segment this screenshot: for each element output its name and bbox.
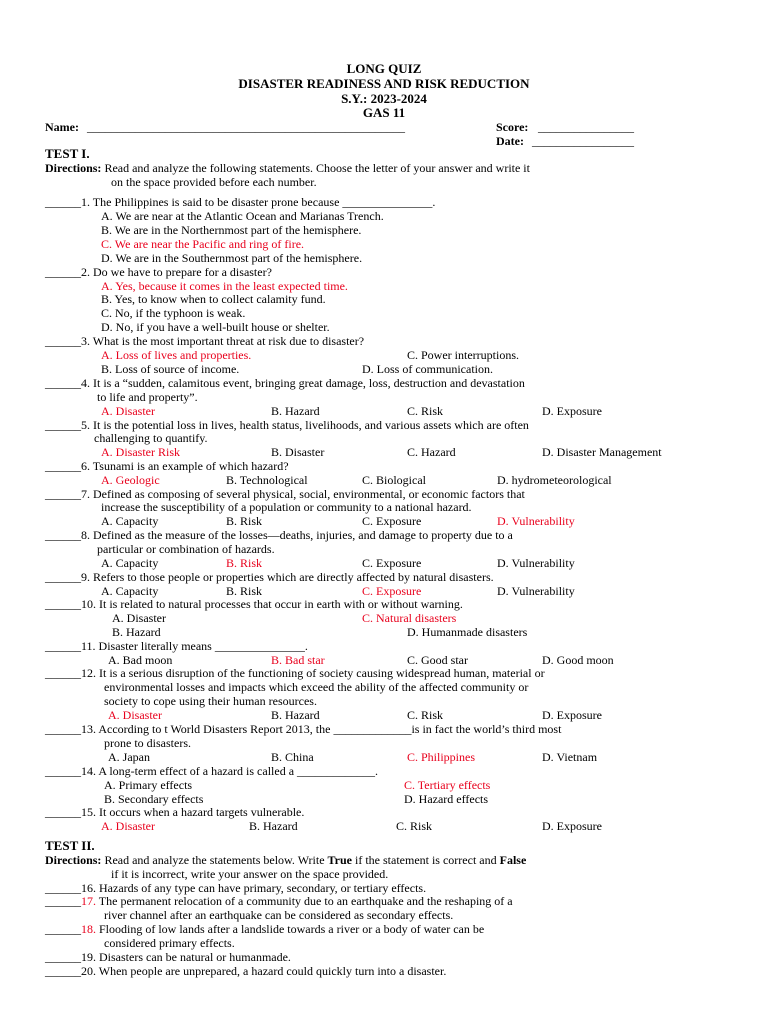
choice-3c: C. Power interruptions. xyxy=(407,348,519,362)
choice-6b: B. Technological xyxy=(226,473,308,487)
choice-7c: C. Exposure xyxy=(362,514,422,528)
choice-11a: A. Bad moon xyxy=(108,653,173,667)
statement-18: ______18. Flooding of low lands after a landslide towards a river or a body of water can be xyxy=(45,922,485,936)
choice-13b: B. China xyxy=(271,750,314,764)
choice-3d: D. Loss of communication. xyxy=(362,362,493,376)
choice-8a: A. Capacity xyxy=(101,556,159,570)
question-13: ______13. According to t World Disasters Report 2013, the _____________is in fact the world’s third most xyxy=(45,722,562,736)
answer-blank[interactable]: ______ xyxy=(45,764,81,778)
choice-4a-answer: A. Disaster xyxy=(101,404,155,418)
name-field[interactable]: _____________________________________________________ xyxy=(87,120,405,134)
test1-title: TEST I. xyxy=(45,146,90,161)
question-12-cont2: society to cope using their human resources. xyxy=(104,694,317,708)
statement-19: ______19. Disasters can be natural or humanmade. xyxy=(45,950,291,964)
question-10: ______10. It is related to natural processes that occur in earth with or without warning. xyxy=(45,597,463,611)
name-label: Name: xyxy=(45,120,79,134)
test2-directions-cont: if it is incorrect, write your answer on the space provided. xyxy=(111,867,389,881)
choice-13c-answer: C. Philippines xyxy=(407,750,476,764)
question-15: ______15. It occurs when a hazard targets vulnerable. xyxy=(45,805,305,819)
choice-1a: A. We are near at the Atlantic Ocean and Marianas Trench. xyxy=(101,209,384,223)
choice-2c: C. No, if the typhoon is weak. xyxy=(101,306,246,320)
question-4: ______4. It is a “sudden, calamitous event, bringing great damage, loss, destruction and devastation xyxy=(45,376,525,390)
answer-blank[interactable]: ______ xyxy=(45,376,81,390)
school-year: S.Y.: 2023-2024 xyxy=(341,91,427,106)
choice-8d: D. Vulnerability xyxy=(497,556,575,570)
choice-2a-answer: A. Yes, because it comes in the least expected time. xyxy=(101,279,348,293)
test2-title: TEST II. xyxy=(45,838,95,853)
date-field[interactable]: _________________ xyxy=(532,134,634,148)
choice-4d: D. Exposure xyxy=(542,404,602,418)
choice-1b: B. We are in the Northernmost part of the hemisphere. xyxy=(101,223,362,237)
statement-16: ______16. Hazards of any type can have primary, secondary, or tertiary effects. xyxy=(45,881,427,895)
choice-15c: C. Risk xyxy=(396,819,433,833)
choice-9c-answer: C. Exposure xyxy=(362,584,422,598)
quiz-subject: DISASTER READINESS AND RISK REDUCTION xyxy=(238,76,530,91)
choice-4c: C. Risk xyxy=(407,404,444,418)
answer-blank[interactable]: ______ xyxy=(45,418,81,432)
choice-6c: C. Biological xyxy=(362,473,426,487)
choice-14a: A. Primary effects xyxy=(104,778,193,792)
question-7: ______7. Defined as composing of several physical, social, environmental, or economic factors that xyxy=(45,487,525,501)
choice-6d: D. hydrometeorological xyxy=(497,473,612,487)
choice-9b: B. Risk xyxy=(226,584,263,598)
choice-10c-answer: C. Natural disasters xyxy=(362,611,457,625)
question-1: ______1. The Philippines is said to be disaster prone because _______________. xyxy=(45,195,436,209)
question-12: ______12. It is a serious disruption of the functioning of society causing widespread human, material or xyxy=(45,666,545,680)
choice-1d: D. We are in the Southernmost part of the hemisphere. xyxy=(101,251,363,265)
answer-blank[interactable]: ______ xyxy=(45,195,81,209)
statement-17-cont: river channel after an earthquake can be considered as secondary effects. xyxy=(104,908,454,922)
statement-20: ______20. When people are unprepared, a hazard could quickly turn into a disaster. xyxy=(45,964,447,978)
choice-7b: B. Risk xyxy=(226,514,263,528)
choice-14c-answer: C. Tertiary effects xyxy=(404,778,491,792)
answer-blank[interactable]: ______ xyxy=(45,265,81,279)
choice-12b: B. Hazard xyxy=(271,708,320,722)
choice-14d: D. Hazard effects xyxy=(404,792,489,806)
choice-12c: C. Risk xyxy=(407,708,444,722)
question-3: ______3. What is the most important threat at risk due to disaster? xyxy=(45,334,365,348)
choice-5c: C. Hazard xyxy=(407,445,456,459)
choice-12d: D. Exposure xyxy=(542,708,602,722)
choice-4b: B. Hazard xyxy=(271,404,320,418)
question-13-cont: prone to disasters. xyxy=(104,736,191,750)
answer-blank[interactable]: ______ xyxy=(45,722,81,736)
answer-blank[interactable]: ______ xyxy=(45,570,81,584)
choice-5a-answer: A. Disaster Risk xyxy=(101,445,180,459)
answer-blank[interactable]: ______ xyxy=(45,487,81,501)
question-8-cont: particular or combination of hazards. xyxy=(97,542,275,556)
answer-blank[interactable]: ______ xyxy=(45,950,81,964)
choice-3a-answer: A. Loss of lives and properties. xyxy=(101,348,252,362)
choice-5d: D. Disaster Management xyxy=(542,445,662,459)
test1-directions-cont: on the space provided before each number. xyxy=(111,175,317,189)
choice-7a: A. Capacity xyxy=(101,514,159,528)
date-label: Date: xyxy=(496,134,524,148)
answer-blank[interactable]: ______ xyxy=(45,666,81,680)
choice-6a-answer: A. Geologic xyxy=(101,473,160,487)
answer-blank[interactable]: ______ xyxy=(45,459,81,473)
choice-1c-answer: C. We are near the Pacific and ring of fire. xyxy=(101,237,305,251)
answer-blank[interactable]: ______ xyxy=(45,334,81,348)
test1-directions: Directions: Read and analyze the following statements. Choose the letter of your answer and write it xyxy=(45,161,530,175)
question-8: ______8. Defined as the measure of the losses—deaths, injuries, and damage to property due to a xyxy=(45,528,513,542)
test2-directions: Directions: Read and analyze the statements below. Write True if the statement is correct and False xyxy=(45,853,527,867)
choice-10d: D. Humanmade disasters xyxy=(407,625,528,639)
choice-10a: A. Disaster xyxy=(112,611,166,625)
choice-13d: D. Vietnam xyxy=(542,750,598,764)
choice-9d: D. Vulnerability xyxy=(497,584,575,598)
answer-blank[interactable]: ______ xyxy=(45,922,81,936)
question-7-cont: increase the susceptibility of a population or community to a national hazard. xyxy=(101,500,472,514)
choice-14b: B. Secondary effects xyxy=(104,792,204,806)
choice-15b: B. Hazard xyxy=(249,819,298,833)
question-12-cont: environmental losses and impacts which exceed the ability of the affected community or xyxy=(104,680,529,694)
choice-11b-answer: B. Bad star xyxy=(271,653,325,667)
question-6: ______6. Tsunami is an example of which hazard? xyxy=(45,459,289,473)
answer-blank[interactable]: ______ xyxy=(45,805,81,819)
answer-blank[interactable]: ______ xyxy=(45,528,81,542)
question-9: ______9. Refers to those people or properties which are directly affected by natural disasters. xyxy=(45,570,494,584)
question-2: ______2. Do we have to prepare for a disaster? xyxy=(45,265,272,279)
choice-11c: C. Good star xyxy=(407,653,468,667)
choice-2b: B. Yes, to know when to collect calamity fund. xyxy=(101,292,326,306)
grade-level: GAS 11 xyxy=(362,105,406,120)
question-5: ______5. It is the potential loss in lives, health status, livelihoods, and various assets which are often xyxy=(45,418,529,432)
statement-17: ______17. The permanent relocation of a community due to an earthquake and the reshaping of a xyxy=(45,894,513,908)
question-4-cont: to life and property”. xyxy=(97,390,198,404)
choice-15a-answer: A. Disaster xyxy=(101,819,155,833)
choice-9a: A. Capacity xyxy=(101,584,159,598)
choice-2d: D. No, if you have a well-built house or shelter. xyxy=(101,320,330,334)
answer-blank[interactable]: ______ xyxy=(45,597,81,611)
choice-8c: C. Exposure xyxy=(362,556,422,570)
question-11: ______11. Disaster literally means _______________. xyxy=(45,639,308,653)
quiz-title: LONG QUIZ xyxy=(346,61,422,76)
choice-15d: D. Exposure xyxy=(542,819,602,833)
score-label: Score: xyxy=(496,120,529,134)
question-14: ______14. A long-term effect of a hazard is called a _____________. xyxy=(45,764,379,778)
question-5-cont: challenging to quantify. xyxy=(94,431,208,445)
choice-3b: B. Loss of source of income. xyxy=(101,362,240,376)
answer-blank[interactable]: ______ xyxy=(45,894,81,908)
choice-12a-answer: A. Disaster xyxy=(108,708,162,722)
answer-blank[interactable]: ______ xyxy=(45,881,81,895)
choice-13a: A. Japan xyxy=(108,750,150,764)
statement-18-cont: considered primary effects. xyxy=(104,936,235,950)
answer-blank[interactable]: ______ xyxy=(45,964,81,978)
choice-5b: B. Disaster xyxy=(271,445,325,459)
choice-7d-answer: D. Vulnerability xyxy=(497,514,575,528)
answer-blank[interactable]: ______ xyxy=(45,639,81,653)
score-field[interactable]: ________________ xyxy=(538,120,634,134)
choice-10b: B. Hazard xyxy=(112,625,161,639)
choice-8b-answer: B. Risk xyxy=(226,556,263,570)
choice-11d: D. Good moon xyxy=(542,653,614,667)
